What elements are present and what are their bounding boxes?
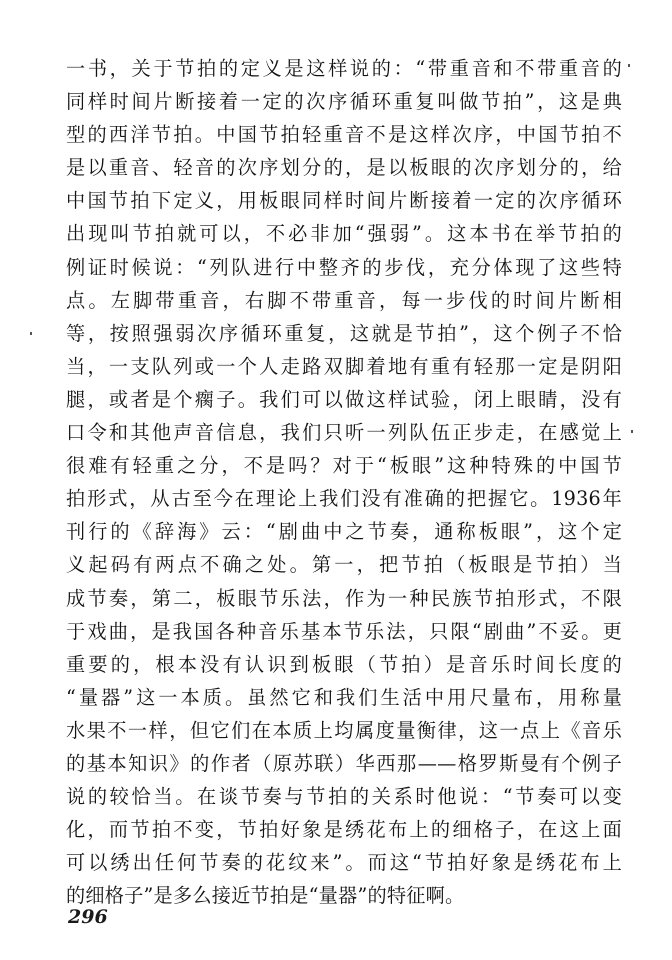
text-line: “量器”这一本质。虽然它和我们生活中用尺量布，用称量 xyxy=(66,685,622,709)
text-line: 出现叫节拍就可以，不必非加“强弱”。这本书在举节拍的 xyxy=(66,222,622,246)
text-line: 拍形式，从古至今在理论上我们没有准确的把握它。1936年 xyxy=(66,487,622,511)
text-line: 当，一支队列或一个人走路双脚着地有重有轻那一定是阴阳 xyxy=(66,354,622,378)
text-line: 水果不一样，但它们在本质上均属度量衡律，这一点上《音乐 xyxy=(66,718,622,742)
text-line: 的细格子”是多么接近节拍是“量器”的特征啊。 xyxy=(66,884,465,908)
text-line: 可以绣出任何节奏的花纹来”。而这“节拍好象是绣花布上 xyxy=(66,851,622,875)
text-line: 刊行的《辞海》云：“剧曲中之节奏，通称板眼”，这个定 xyxy=(66,520,622,544)
text-line: 重要的，根本没有认识到板眼（节拍）是音乐时间长度的 xyxy=(66,652,622,676)
text-line: 等，按照强弱次序循环重复，这就是节拍”，这个例子不恰 xyxy=(66,321,622,345)
scan-speck xyxy=(631,430,633,433)
body-text xyxy=(66,52,622,912)
text-line: 于戏曲，是我国各种音乐基本节乐法，只限“剧曲”不妥。更 xyxy=(66,619,622,643)
text-line: 一书，关于节拍的定义是这样说的：“带重音和不带重音的 xyxy=(66,57,622,80)
text-line: 腿，或者是个瘸子。我们可以做这样试验，闭上眼睛，没有 xyxy=(66,387,622,411)
text-line: 口令和其他声音信息，我们只听一列队伍正步走，在感觉上 xyxy=(66,421,622,445)
text-line: 说的较恰当。在谈节奏与节拍的关系时他说：“节奏可以变 xyxy=(66,785,622,809)
text-line: 化，而节拍不变，节拍好象是绣花布上的细格子，在这上面 xyxy=(66,818,622,842)
text-line: 同样时间片断接着一定的次序循环重复叫做节拍”，这是典 xyxy=(66,90,622,114)
scan-speck xyxy=(628,64,630,67)
text-line: 点。左脚带重音，右脚不带重音，每一步伐的时间片断相 xyxy=(66,288,622,312)
text-line: 成节奏，第二，板眼节乐法，作为一种民族节拍形式，不限 xyxy=(66,586,622,610)
scan-speck xyxy=(30,332,32,335)
text-line: 很难有轻重之分，不是吗？对于“板眼”这种特殊的中国节 xyxy=(66,454,622,478)
text-line: 例证时候说：“列队进行中整齐的步伐，充分体现了这些特 xyxy=(66,255,622,279)
page-number: 296 xyxy=(68,906,108,928)
text-line: 中国节拍下定义，用板眼同样时间片断接着一定的次序循环 xyxy=(66,189,622,213)
text-line: 型的西洋节拍。中国节拍轻重音不是这样次序，中国节拍不 xyxy=(66,123,622,147)
text-line: 义起码有两点不确之处。第一，把节拍（板眼是节拍）当 xyxy=(66,553,622,577)
text-line: 的基本知识》的作者（原苏联）华西那——格罗斯曼有个例子 xyxy=(66,751,622,775)
text-line: 是以重音、轻音的次序划分的，是以板眼的次序划分的，给 xyxy=(66,156,622,180)
